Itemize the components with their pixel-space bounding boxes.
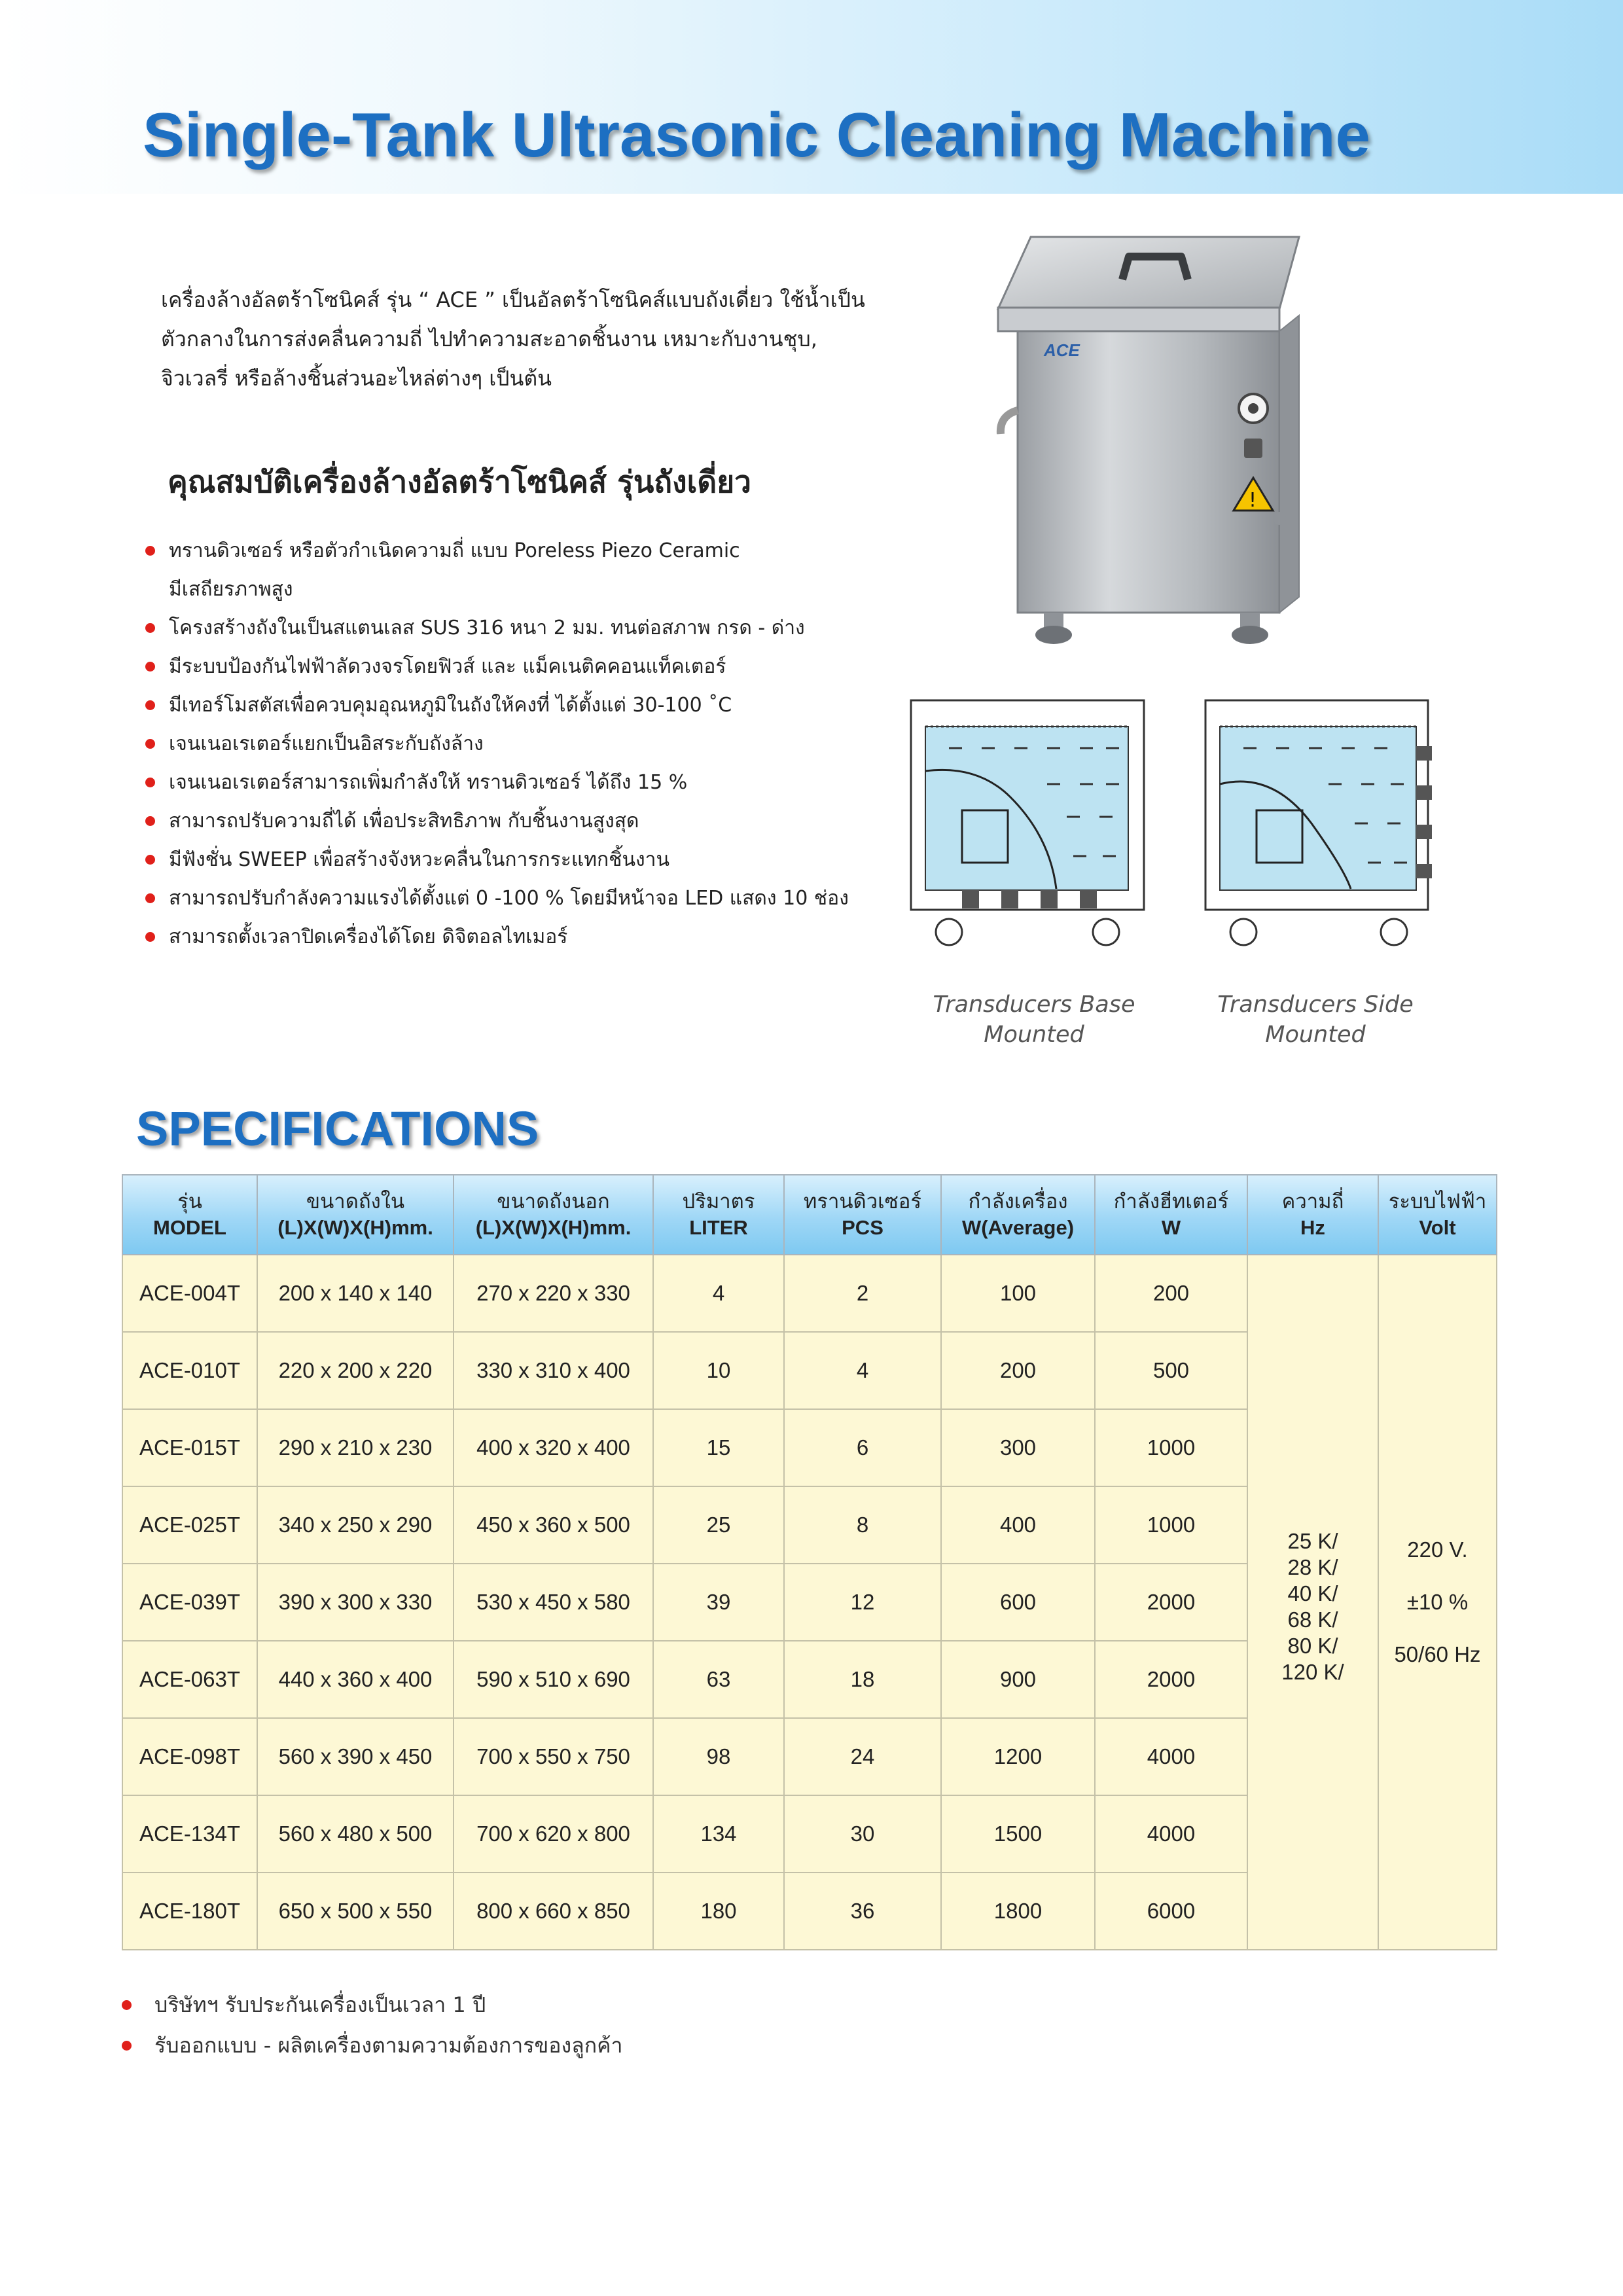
note-item: บริษัทฯ รับประกันเครื่องเป็นเวลา 1 ปี <box>122 1984 622 2025</box>
header-thai: ความถี่ <box>1281 1190 1344 1213</box>
cell-heater: 500 <box>1095 1332 1247 1409</box>
cell-inner-size: 390 x 300 x 330 <box>257 1564 454 1641</box>
voltage-value: ±10 % <box>1406 1590 1469 1614</box>
cell-transducers: 6 <box>784 1409 941 1486</box>
cell-transducers: 24 <box>784 1718 941 1795</box>
header-thai: ขนาดถังใน <box>306 1190 405 1213</box>
cell-outer-size: 590 x 510 x 690 <box>454 1641 653 1718</box>
frequency-value: 28 K/ <box>1287 1555 1338 1579</box>
cell-model: ACE-025T <box>122 1486 257 1564</box>
cell-model: ACE-015T <box>122 1409 257 1486</box>
cell-transducers: 12 <box>784 1564 941 1641</box>
cell-model: ACE-098T <box>122 1718 257 1795</box>
cell-power: 1800 <box>941 1873 1095 1950</box>
cell-transducers: 2 <box>784 1255 941 1332</box>
table-header-row <box>122 1175 1497 1255</box>
col-header-power <box>941 1175 1095 1255</box>
col-header-frequency <box>1247 1175 1378 1255</box>
header-thai: ขนาดถังนอก <box>497 1190 610 1213</box>
cell-transducers: 4 <box>784 1332 941 1409</box>
cell-heater: 4000 <box>1095 1718 1247 1795</box>
cell-power: 900 <box>941 1641 1095 1718</box>
feature-item: เจนเนอเรเตอร์สามารถเพิ่มกำลังให้ ทรานดิวเซอร์ ได้ถึง 15 % <box>145 763 911 802</box>
diagram-side-mounted <box>1198 686 1446 974</box>
cell-power: 100 <box>941 1255 1095 1332</box>
specifications-table <box>122 1174 1497 1950</box>
feature-item: สามารถปรับกำลังความแรงได้ตั้งแต่ 0 -100 % โดยมีหน้าจอ LED แสดง 10 ช่อง <box>145 879 911 918</box>
header-en: (L)X(W)X(H)mm. <box>277 1216 433 1239</box>
feature-item-continued: มีเสถียรภาพสูง <box>169 578 293 601</box>
cell-inner-size: 650 x 500 x 550 <box>257 1873 454 1950</box>
feature-item: ทรานดิวเซอร์ หรือตัวกำเนิดความถี่ แบบ Poreless Piezo Ceramic <box>145 531 911 570</box>
col-header-voltage <box>1378 1175 1497 1255</box>
caption-side-mounted <box>1178 990 1453 1050</box>
cell-power: 1200 <box>941 1718 1095 1795</box>
caption-base-mounted <box>897 990 1171 1050</box>
cell-transducers: 18 <box>784 1641 941 1718</box>
cell-heater: 1000 <box>1095 1486 1247 1564</box>
cell-outer-size: 700 x 550 x 750 <box>454 1718 653 1795</box>
cell-model: ACE-180T <box>122 1873 257 1950</box>
feature-list <box>145 531 911 956</box>
cell-power: 1500 <box>941 1795 1095 1873</box>
header-thai: กำลังฮีทเตอร์ <box>1113 1190 1229 1213</box>
header-en: W(Average) <box>961 1216 1075 1239</box>
header-thai: ระบบไฟฟ้า <box>1388 1190 1487 1213</box>
cell-power: 600 <box>941 1564 1095 1641</box>
cell-volume: 10 <box>653 1332 784 1409</box>
cell-transducers: 36 <box>784 1873 941 1950</box>
cell-outer-size: 800 x 660 x 850 <box>454 1873 653 1950</box>
svg-text:!: ! <box>1249 489 1257 512</box>
cell-outer-size: 530 x 450 x 580 <box>454 1564 653 1641</box>
col-header-model <box>122 1175 257 1255</box>
cell-volume: 39 <box>653 1564 784 1641</box>
col-header-outer-size <box>454 1175 653 1255</box>
cell-heater: 2000 <box>1095 1641 1247 1718</box>
cell-model: ACE-063T <box>122 1641 257 1718</box>
cell-voltage <box>1378 1255 1497 1950</box>
cell-transducers: 8 <box>784 1486 941 1564</box>
cell-frequency <box>1247 1255 1378 1950</box>
cell-model: ACE-039T <box>122 1564 257 1641</box>
frequency-value: 80 K/ <box>1287 1634 1338 1658</box>
header-thai: ปริมาตร <box>682 1190 755 1213</box>
frequency-value: 25 K/ <box>1287 1529 1338 1553</box>
cell-volume: 4 <box>653 1255 784 1332</box>
cell-power: 400 <box>941 1486 1095 1564</box>
feature-item: โครงสร้างถังในเป็นสแตนเลส SUS 316 หนา 2 มม. ทนต่อสภาพ กรด - ด่าง <box>145 609 911 647</box>
diagram-base-mounted <box>903 686 1152 974</box>
cell-volume: 63 <box>653 1641 784 1718</box>
header-en: Hz <box>1300 1216 1325 1239</box>
intro-line: จิวเวลรี่ หรือล้างชิ้นส่วนอะไหล่ต่างๆ เป็นต้น <box>161 366 552 391</box>
cell-heater: 4000 <box>1095 1795 1247 1873</box>
header-en: MODEL <box>153 1216 226 1239</box>
cell-volume: 25 <box>653 1486 784 1564</box>
caption-line: Mounted <box>984 1022 1084 1048</box>
cell-heater: 200 <box>1095 1255 1247 1332</box>
feature-item: สามารถปรับความถี่ได้ เพื่อประสิทธิภาพ กับชิ้นงานสูงสุด <box>145 802 911 840</box>
cell-heater: 2000 <box>1095 1564 1247 1641</box>
col-header-inner-size <box>257 1175 454 1255</box>
machine-badge: ACE <box>1044 340 1080 360</box>
feature-item: มีระบบป้องกันไฟฟ้าลัดวงจรโดยฟิวส์ และ แม็คเนติคคอนแท็คเตอร์ <box>145 647 911 686</box>
col-header-heater <box>1095 1175 1247 1255</box>
voltage-value: 50/60 Hz <box>1394 1642 1481 1666</box>
cell-volume: 180 <box>653 1873 784 1950</box>
frequency-value: 40 K/ <box>1287 1581 1338 1605</box>
table-row <box>122 1255 1497 1332</box>
intro-line: เครื่องล้างอัลตร้าโซนิคส์ รุ่น “ ACE ” เป็นอัลตร้าโซนิคส์แบบถังเดี่ยว ใช้น้ำเป็น <box>161 287 865 312</box>
voltage-value: 220 V. <box>1407 1537 1468 1562</box>
page-title: Single-Tank Ultrasonic Cleaning Machine <box>143 100 1370 170</box>
header-thai: ทรานดิวเซอร์ <box>803 1190 922 1213</box>
cell-volume: 134 <box>653 1795 784 1873</box>
cell-model: ACE-010T <box>122 1332 257 1409</box>
cell-inner-size: 340 x 250 x 290 <box>257 1486 454 1564</box>
cell-inner-size: 290 x 210 x 230 <box>257 1409 454 1486</box>
notes-list <box>122 1984 622 2066</box>
col-header-transducers <box>784 1175 941 1255</box>
cell-outer-size: 700 x 620 x 800 <box>454 1795 653 1873</box>
frequency-value: 68 K/ <box>1287 1607 1338 1632</box>
intro-paragraph <box>161 280 946 398</box>
header-en: PCS <box>842 1216 883 1239</box>
cell-volume: 98 <box>653 1718 784 1795</box>
header-thai: กำลังเครื่อง <box>968 1190 1068 1213</box>
feature-item: มีเทอร์โมสตัสเพื่อควบคุมอุณหภูมิในถังให้คงที่ ได้ตั้งแต่ 30-100 ˚C <box>145 686 911 725</box>
header-en: W <box>1161 1216 1181 1239</box>
properties-heading: คุณสมบัติเครื่องล้างอัลตร้าโซนิคส์ รุ่นถังเดี่ยว <box>168 464 751 499</box>
cell-heater: 6000 <box>1095 1873 1247 1950</box>
header-en: LITER <box>689 1216 748 1239</box>
caption-line: Transducers Base <box>933 992 1135 1018</box>
header-en: (L)X(W)X(H)mm. <box>475 1216 632 1239</box>
machine-photo <box>991 230 1306 656</box>
cell-outer-size: 330 x 310 x 400 <box>454 1332 653 1409</box>
caption-line: Transducers Side <box>1217 992 1414 1018</box>
cell-model: ACE-134T <box>122 1795 257 1873</box>
frequency-value: 120 K/ <box>1281 1660 1344 1684</box>
cell-volume: 15 <box>653 1409 784 1486</box>
cell-outer-size: 450 x 360 x 500 <box>454 1486 653 1564</box>
cell-inner-size: 560 x 480 x 500 <box>257 1795 454 1873</box>
cell-power: 300 <box>941 1409 1095 1486</box>
cell-model: ACE-004T <box>122 1255 257 1332</box>
caption-line: Mounted <box>1265 1022 1366 1048</box>
cell-heater: 1000 <box>1095 1409 1247 1486</box>
cell-inner-size: 560 x 390 x 450 <box>257 1718 454 1795</box>
cell-inner-size: 440 x 360 x 400 <box>257 1641 454 1718</box>
note-item: รับออกแบบ - ผลิตเครื่องตามความต้องการของลูกค้า <box>122 2025 622 2066</box>
feature-item: มีฟังชั่น SWEEP เพื่อสร้างจังหวะคลื่นในการกระแทกชิ้นงาน <box>145 840 911 879</box>
feature-item: เจนเนอเรเตอร์แยกเป็นอิสระกับถังล้าง <box>145 725 911 763</box>
intro-line: ตัวกลางในการส่งคลื่นความถี่ ไปทำความสะอาดชิ้นงาน เหมาะกับงานชุบ, <box>161 327 817 351</box>
cell-inner-size: 200 x 140 x 140 <box>257 1255 454 1332</box>
cell-outer-size: 270 x 220 x 330 <box>454 1255 653 1332</box>
cell-inner-size: 220 x 200 x 220 <box>257 1332 454 1409</box>
header-en: Volt <box>1419 1216 1456 1239</box>
cell-transducers: 30 <box>784 1795 941 1873</box>
feature-item: สามารถตั้งเวลาปิดเครื่องได้โดย ดิจิตอลไทเมอร์ <box>145 918 911 956</box>
col-header-volume <box>653 1175 784 1255</box>
specifications-heading: SPECIFICATIONS <box>136 1102 539 1156</box>
cell-power: 200 <box>941 1332 1095 1409</box>
header-thai: รุ่น <box>177 1190 202 1213</box>
cell-outer-size: 400 x 320 x 400 <box>454 1409 653 1486</box>
